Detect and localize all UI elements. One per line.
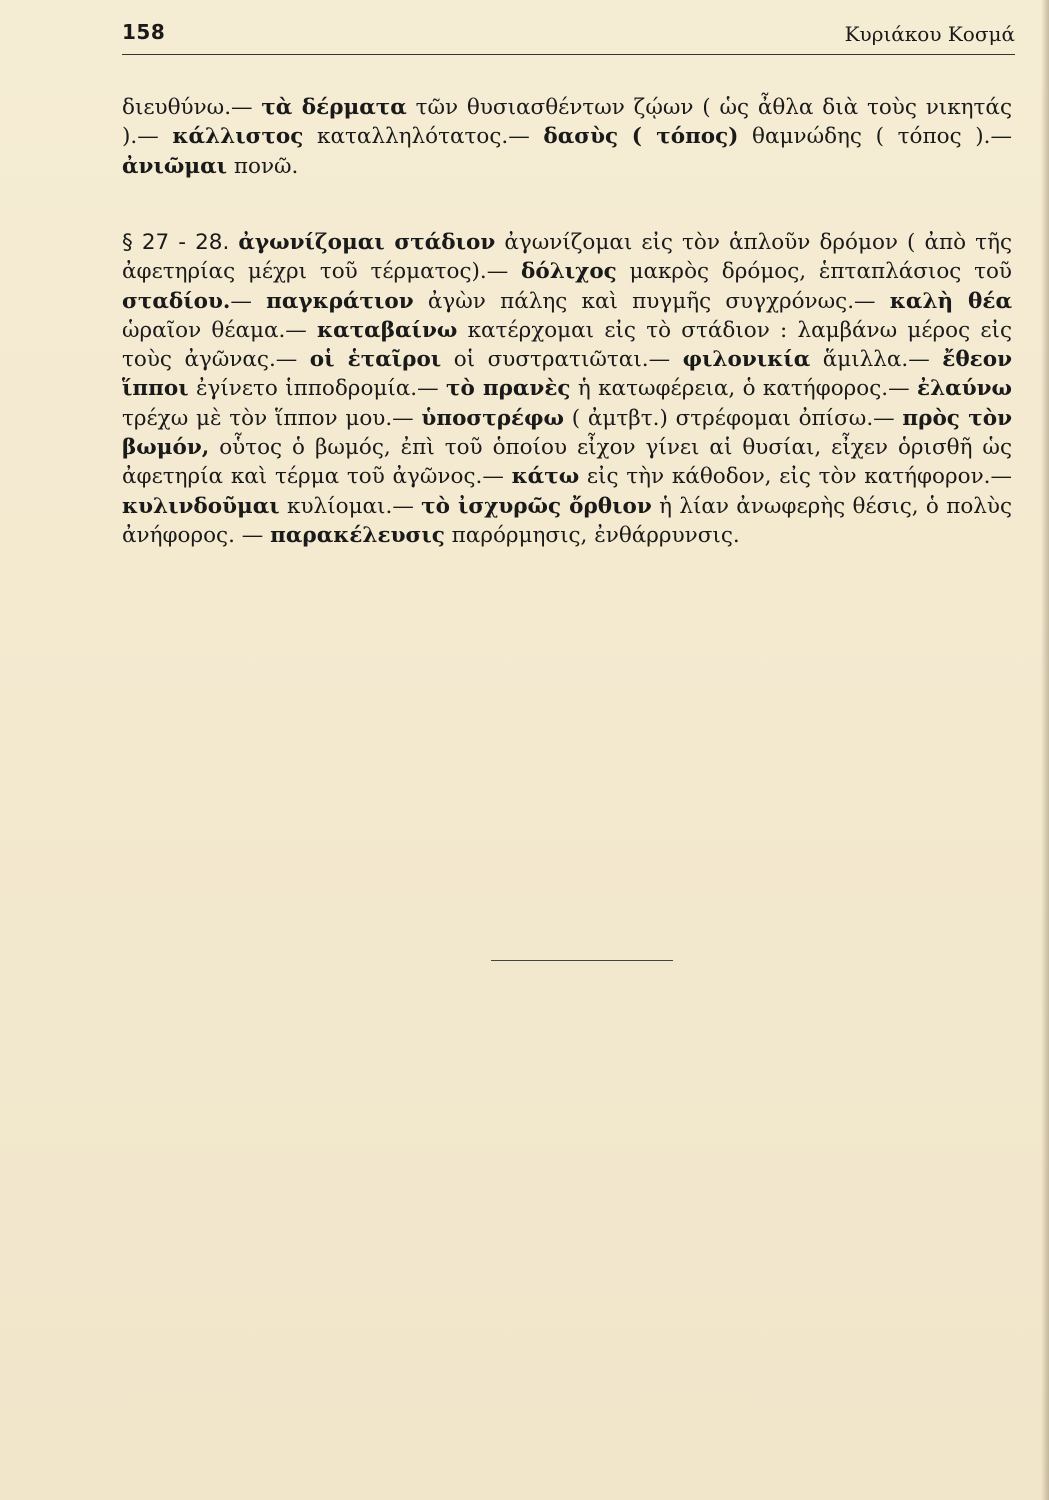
glossary-term: ἔθεον ἵπποι — [122, 347, 1012, 402]
glossary-definition: ἐγίνετο ἱπποδρομία.— — [188, 376, 447, 402]
glossary-definition: καταλληλότατος.— — [303, 124, 544, 150]
glossary-term: πρὸς τὸν βωμόν, — [122, 405, 1012, 461]
glossary-term: φιλονικία — [682, 347, 811, 373]
glossary-term: ὑποστρέφω — [421, 405, 565, 431]
glossary-definition: ἀγὼν πάλης καὶ πυγμῆς συγχρόνως.— — [413, 288, 890, 314]
glossary-definition — [618, 124, 632, 149]
glossary-term: κάλλιστος — [172, 124, 304, 150]
section-marker: § 27 - 28. — [122, 230, 239, 255]
glossary-definition: ὡραῖον θέαμα.— — [122, 317, 318, 343]
glossary-term: κυλινδοῦμαι — [122, 493, 280, 519]
glossary-definition: πονῶ. — [227, 153, 299, 179]
glossary-term: τὸ πρανὲς — [446, 376, 571, 402]
glossary-definition: ( ἀμτβτ.) στρέφομαι ὀπίσω.— — [564, 405, 903, 431]
glossary-term: ( τόπος) — [631, 124, 739, 150]
page-edge-shadow — [1041, 0, 1049, 1500]
glossary-term: παγκράτιον — [266, 288, 414, 314]
glossary-term: κάτω — [511, 464, 580, 490]
glossary-definition: οἱ συστρατιῶται.— — [441, 347, 683, 373]
glossary-definition: ἀγωνίζομαι εἰς τὸν ἁπλοῦν δρόμον ( ἀπὸ τῆς ἀφετηρίας μέχρι τοῦ τέρματος).— — [122, 230, 1012, 285]
paragraph-glossary-27-28 — [122, 228, 1012, 550]
glossary-definition: μακρὸς δρόμος, ἑπταπλάσιος τοῦ — [616, 259, 1012, 285]
glossary-term: παρακέλευσις — [270, 522, 445, 548]
page-number: 158 — [122, 20, 166, 44]
end-rule — [491, 960, 673, 961]
glossary-definition: κυλίομαι.— — [279, 493, 422, 519]
glossary-definition: θαμνώδης ( τόπος ).— — [738, 124, 1012, 150]
glossary-term: τὸ ἰσχυρῶς ὄρθιον — [421, 493, 652, 519]
paragraph-text — [122, 93, 1012, 181]
glossary-term: δασὺς — [543, 124, 619, 150]
glossary-term: ἀγωνίζομαι στάδιον — [238, 230, 496, 255]
glossary-definition: ἅμιλλα.— — [810, 347, 943, 373]
glossary-term: καταβαίνω — [317, 317, 458, 343]
glossary-definition: παρόρμησις, ἐνθάρρυνσις. — [444, 522, 740, 548]
page-header — [122, 14, 1015, 55]
glossary-definition: ἡ λίαν ἀνωφερὴς θέσις, ὁ πολὺς ἀνήφορος. — — [122, 493, 1013, 548]
glossary-term: ἐλαύνω — [917, 376, 1012, 402]
paragraph-text — [122, 228, 1012, 550]
glossary-term: δόλιχος — [521, 259, 617, 285]
glossary-term: καλὴ θέα — [889, 288, 1012, 314]
glossary-definition: διευθύνω.— — [122, 95, 262, 120]
glossary-definition: κατέρχομαι εἰς τὸ στάδιον : λαμβάνω μέρος εἰς τοὺς ἀγῶνας.— — [122, 317, 1012, 373]
glossary-term: σταδίου. — [122, 288, 231, 314]
glossary-definition: ἡ κατωφέρεια, ὁ κατήφορος.— — [570, 376, 917, 402]
glossary-definition: τρέχω μὲ τὸν ἵππον μου.— — [122, 405, 422, 431]
glossary-definition: εἰς τὴν κάθοδον, εἰς τὸν κατήφορον.— — [579, 464, 1012, 490]
paragraph-glossary-1 — [122, 93, 1012, 181]
glossary-definition: — — [230, 288, 267, 314]
glossary-definition: οὗτος ὁ βωμός, ἐπὶ τοῦ ὁποίου εἶχον γίνει αἱ θυσίαι, εἶχεν ὁρισθῆ ὡς ἀφετηρία καὶ τέρμα τοῦ ἀγῶνος.— — [122, 435, 1012, 490]
glossary-term: τὰ δέρματα — [261, 95, 407, 120]
glossary-term: οἱ ἑταῖροι — [309, 347, 442, 373]
running-head: Κυριάκου Κοσμά — [844, 22, 1015, 46]
glossary-term: ἀνιῶμαι — [122, 153, 228, 179]
glossary-definition: τῶν θυσιασθέντων ζῴων ( ὡς ἆθλα διὰ τοὺς νικητάς ).— — [122, 95, 1012, 150]
